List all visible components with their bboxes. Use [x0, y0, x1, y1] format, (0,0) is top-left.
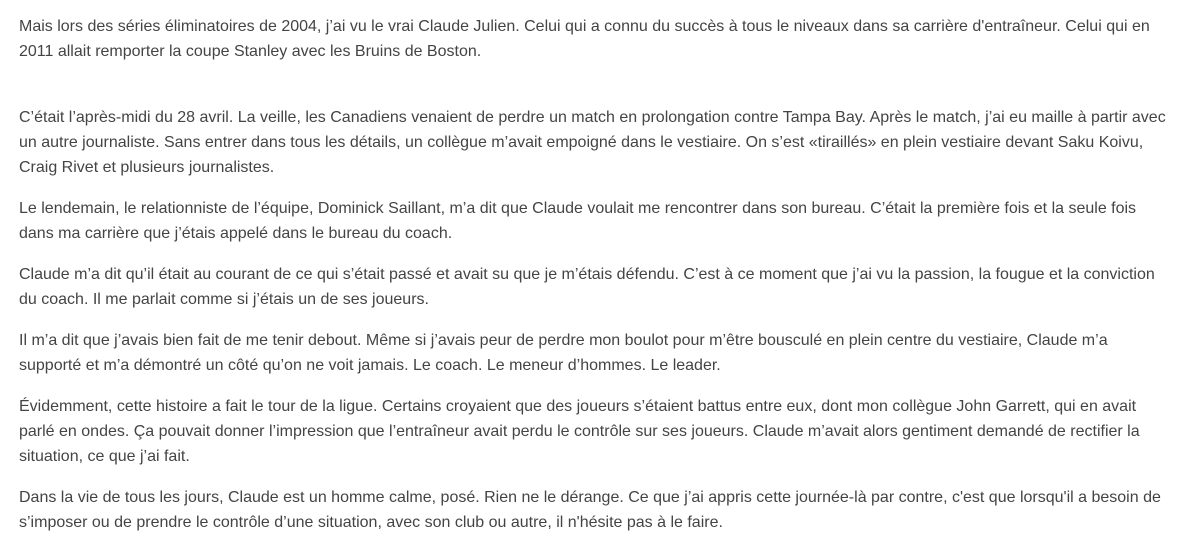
article-paragraph: Mais lors des séries éliminatoires de 2004, j’ai vu le vrai Claude Julien. Celui qui a connu du succès à tous le niveaux dans sa carrière d'entraîneur. Celui qui en 2011 allait remporter la coupe Stanley avec les Bruins de Boston.	[19, 18, 1150, 60]
paragraph-spacer	[19, 80, 1174, 105]
article-paragraph: Dans la vie de tous les jours, Claude est un homme calme, posé. Rien ne le dérange. Ce que j’ai appris cette journée-là par contre, c'est que lorsqu'il a besoin de s’imposer ou de prendre le contrôle d’une situation, avec son club ou autre, il n'hésite pas à le faire.	[19, 489, 1161, 531]
article-paragraph: Évidemment, cette histoire a fait le tour de la ligue. Certains croyaient que des joueurs s’étaient battus entre eux, dont mon collègue John Garrett, qui en avait parlé en ondes. Ça pouvait donner l’impression que l’entraîneur avait perdu le contrôle sur ses joueurs. Claude m’avait alors gentiment demandé de rectifier la situation, ce que j’ai fait.	[19, 398, 1140, 465]
article-paragraph: Il m’a dit que j’avais bien fait de me tenir debout. Même si j’avais peur de perdre mon boulot pour m’être bousculé en plein centre du vestiaire, Claude m’a supporté et m’a démontré un côté qu’on ne voit jamais. Le coach. Le meneur d’hommes. Le leader.	[19, 332, 1108, 374]
article-paragraph: C’était l’après-midi du 28 avril. La veille, les Canadiens venaient de perdre un match en prolongation contre Tampa Bay. Après le match, j’ai eu maille à partir avec un autre journaliste. Sans entrer dans tous les détails, un collègue m’avait empoigné dans le vestiaire. On s’est «tiraillés» en plein vestiaire devant Saku Koivu, Craig Rivet et plusieurs journalistes.	[19, 109, 1166, 176]
article-paragraph: Claude m’a dit qu’il était au courant de ce qui s’était passé et avait su que je m’étais défendu. C’est à ce moment que j’ai vu la passion, la fougue et la conviction du coach. Il me parlait comme si j’étais un de ses joueurs.	[19, 266, 1155, 308]
article-paragraph: Le lendemain, le relationniste de l’équipe, Dominick Saillant, m’a dit que Claude voulait me rencontrer dans son bureau. C’était la première fois et la seule fois dans ma carrière que j’étais appelé dans le bureau du coach.	[19, 200, 1137, 242]
